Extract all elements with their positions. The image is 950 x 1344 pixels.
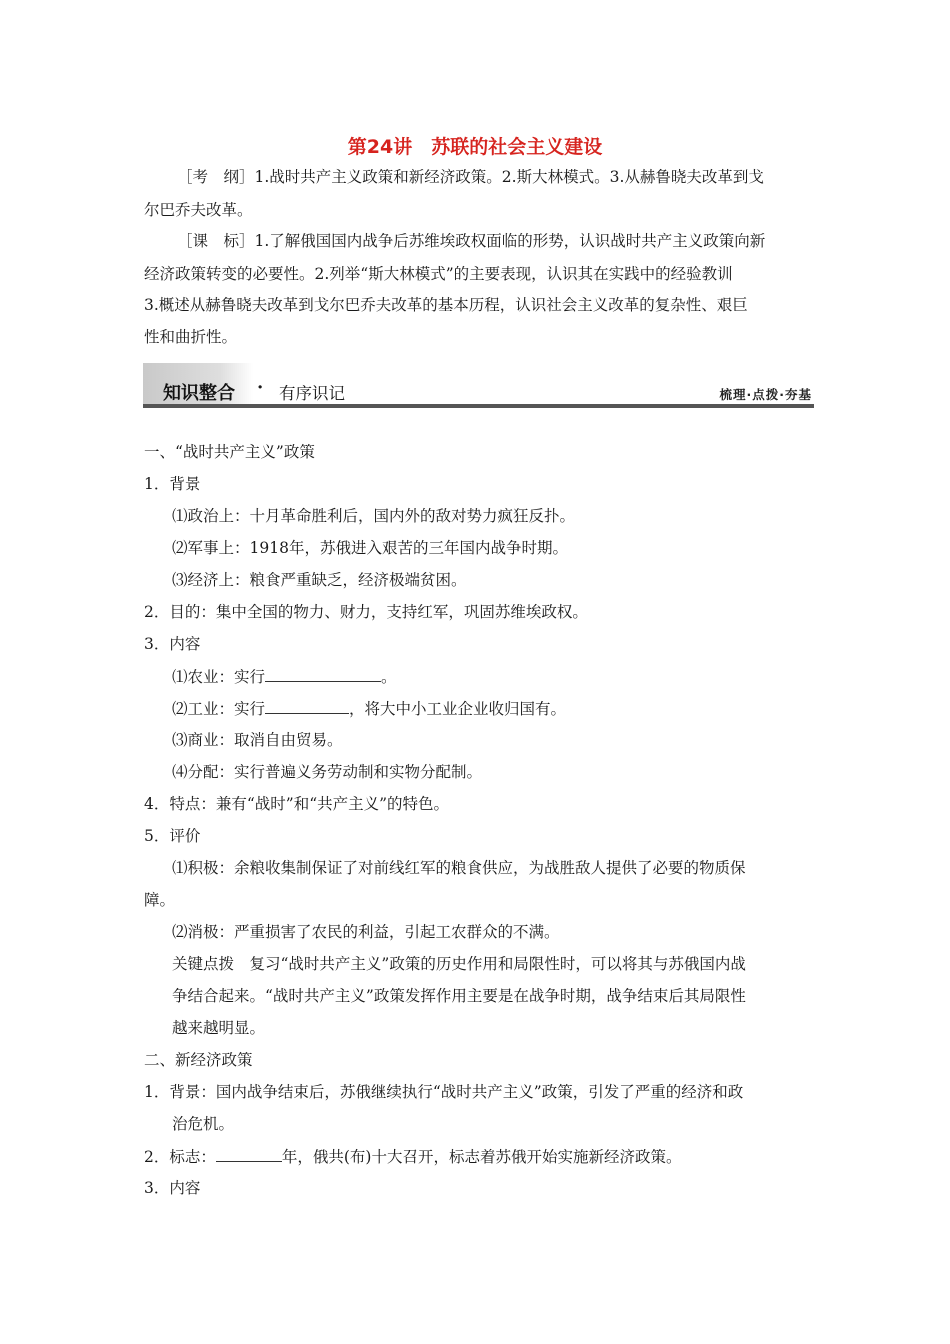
- banner-dot: ·: [257, 377, 264, 398]
- nep-year-blank[interactable]: [216, 1146, 282, 1162]
- syllabus-kaogang-line2: 尔巴乔夫改革。: [144, 201, 253, 219]
- industry-text: ⑵工业：实行: [172, 700, 266, 718]
- item-purpose: 2．目的：集中全国的物力、财力，支持红军，巩固苏维埃政权。: [144, 603, 588, 621]
- syllabus-kaogang-label: ［考 纲］: [177, 168, 255, 186]
- industry-end: ，将大中小工业企业收归国有。: [349, 700, 567, 718]
- syllabus-kebiao-label: ［课 标］: [177, 232, 255, 250]
- item-economy: ⑶经济上：粮食严重缺乏，经济极端贫困。: [172, 571, 467, 589]
- syllabus-kaogang-line1: [177, 167, 764, 187]
- key-tip-line2: 争结合起来。“战时共产主义”政策发挥作用主要是在战争时期，战争结束后其局限性: [172, 987, 746, 1005]
- heading-war-communism: 一、“战时共产主义”政策: [144, 443, 315, 461]
- key-tip-line1: 关键点拨 复习“战时共产主义”政策的历史作用和局限性时，可以将其与苏俄国内战: [172, 955, 746, 973]
- item-features: 4．特点：兼有“战时”和“共产主义”的特色。: [144, 795, 450, 813]
- agriculture-text: ⑴农业：实行: [172, 668, 266, 686]
- industry-blank[interactable]: [265, 698, 349, 714]
- item-military: ⑵军事上：1918年，苏俄进入艰苦的三年国内战争时期。: [172, 539, 568, 557]
- item-distribution: ⑷分配：实行普遍义务劳动制和实物分配制。: [172, 763, 483, 781]
- item-industry: [172, 698, 566, 719]
- item-evaluation: 5．评价: [144, 827, 201, 845]
- nep-symbol-text: 年，俄共(布)十大召开，标志着苏俄开始实施新经济政策。: [281, 1148, 682, 1166]
- agriculture-end: 。: [381, 668, 397, 686]
- nep-background-cont: 治危机。: [172, 1115, 235, 1133]
- nep-background: 1．背景：国内战争结束后，苏俄继续执行“战时共产主义”政策，引发了严重的经济和政: [144, 1083, 744, 1101]
- item-negative: ⑵消极：严重损害了农民的利益，引起工农群众的不满。: [172, 923, 560, 941]
- nep-symbol: [144, 1146, 681, 1167]
- nep-symbol-label: 2．标志：: [144, 1148, 216, 1166]
- item-agriculture: [172, 666, 397, 687]
- syllabus-kaogang-text: 1.战时共产主义政策和新经济政策。2.斯大林模式。3.从赫鲁晓夫改革到戈: [254, 168, 764, 186]
- banner-tagline: 梳理·点拨·夯基: [719, 387, 812, 402]
- syllabus-kebiao-line1: [177, 231, 765, 251]
- syllabus-kebiao-line3: 3.概述从赫鲁晓夫改革到戈尔巴乔夫改革的基本历程，认识社会主义改革的复杂性、艰巨: [144, 296, 748, 314]
- section-banner: [143, 363, 814, 411]
- syllabus-kebiao-line2: 经济政策转变的必要性。2.列举“斯大林模式”的主要表现，认识其在实践中的经验教训: [144, 265, 733, 283]
- item-politics: ⑴政治上：十月革命胜利后，国内外的敌对势力疯狂反扑。: [172, 507, 576, 525]
- item-positive: ⑴积极：余粮收集制保证了对前线红军的粮食供应，为战胜敌人提供了必要的物质保: [172, 859, 746, 877]
- syllabus-kebiao-line4: 性和曲折性。: [144, 328, 238, 346]
- heading-nep: 二、新经济政策: [144, 1051, 253, 1069]
- syllabus-kebiao-text: 1.了解俄国国内战争后苏维埃政权面临的形势，认识战时共产主义政策向新: [254, 232, 766, 250]
- nep-content: 3．内容: [144, 1179, 201, 1197]
- banner-title: 知识整合: [163, 383, 235, 404]
- item-positive-cont: 障。: [144, 891, 176, 909]
- key-tip-line3: 越来越明显。: [172, 1019, 266, 1037]
- banner-rule: [143, 404, 814, 408]
- item-content: 3．内容: [144, 635, 201, 653]
- item-background: 1．背景: [144, 475, 201, 493]
- agriculture-blank[interactable]: [265, 666, 381, 682]
- page-title: 第24讲 苏联的社会主义建设: [347, 136, 603, 158]
- item-commerce: ⑶商业：取消自由贸易。: [172, 731, 343, 749]
- banner-subtitle: 有序识记: [279, 384, 345, 403]
